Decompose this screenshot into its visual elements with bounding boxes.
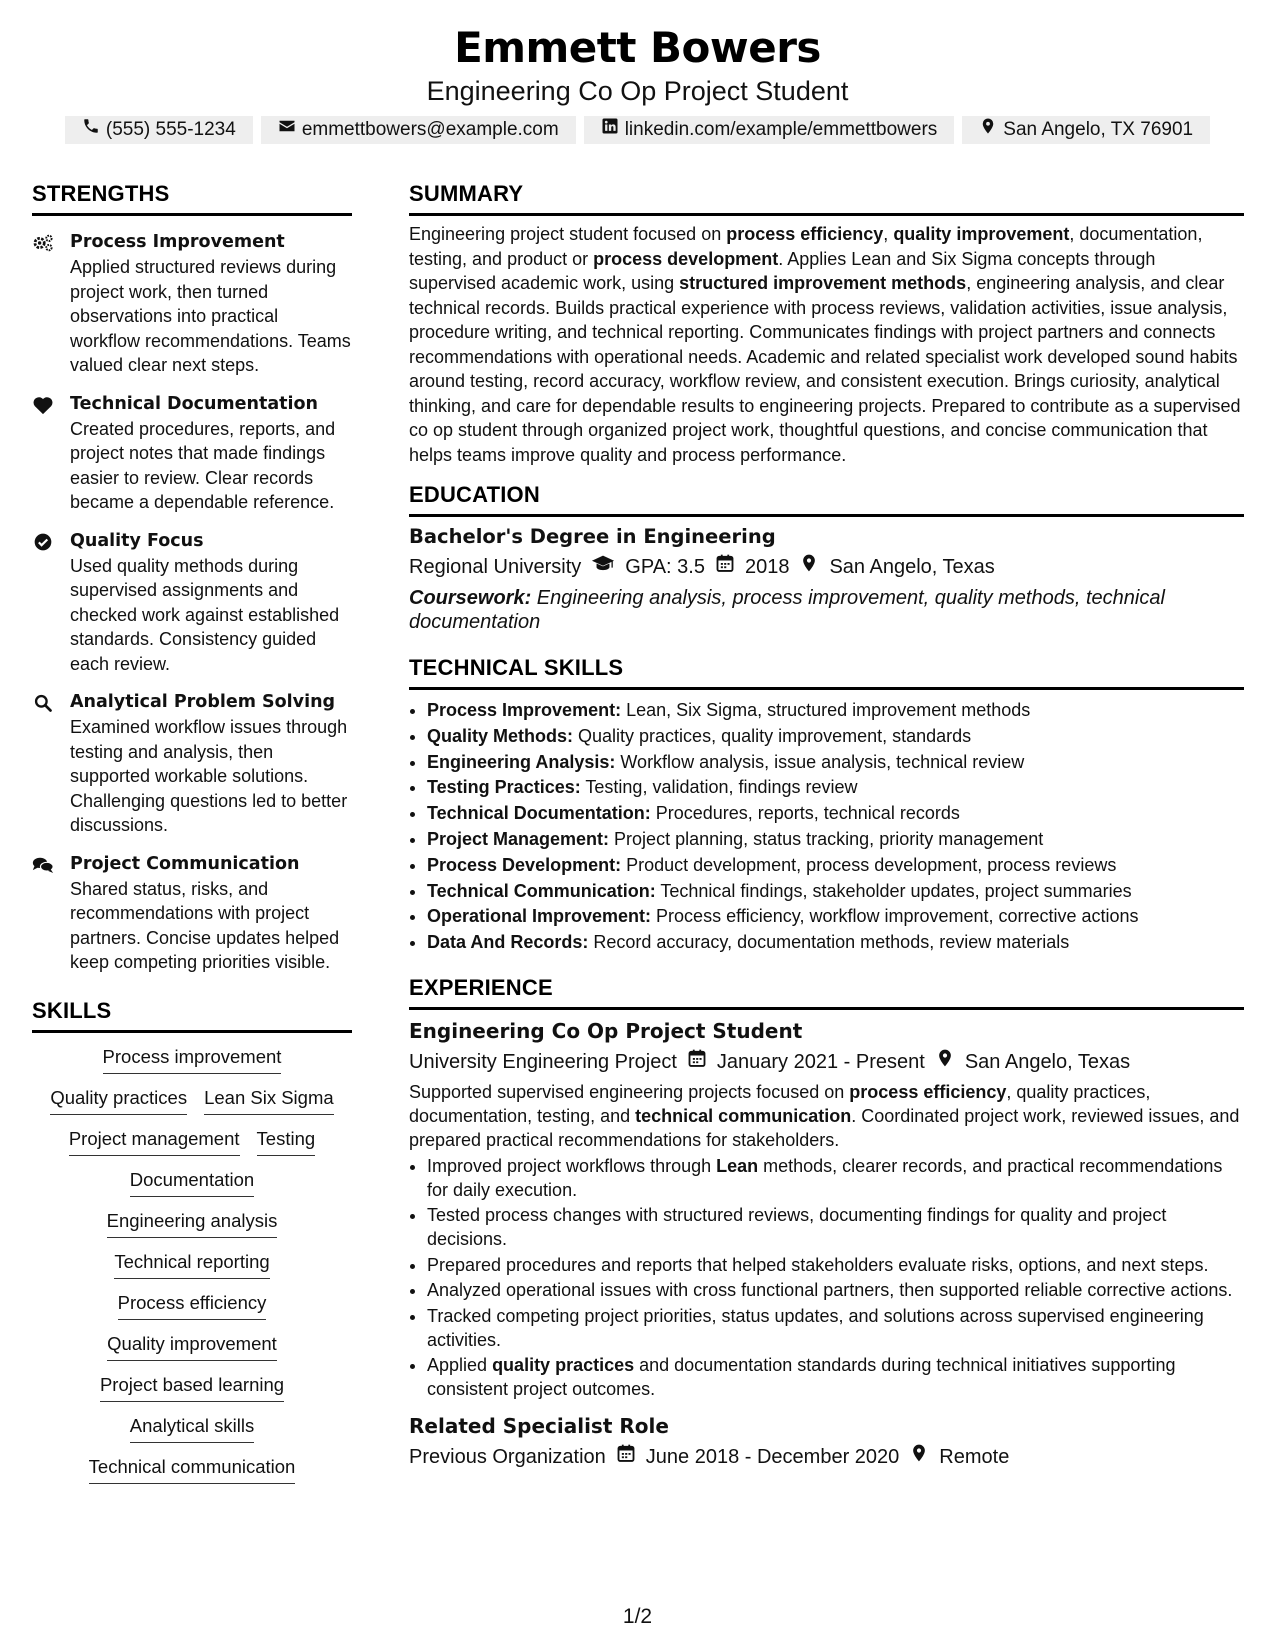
coursework [409, 586, 1244, 634]
skill-label: Technical Communication: [427, 880, 656, 901]
skills-list [32, 1044, 352, 1484]
skill-row [32, 1413, 352, 1443]
skill-row [32, 1290, 352, 1320]
gpa: GPA: 3.5 [625, 556, 705, 578]
list-item [427, 698, 1244, 724]
list-item [427, 1253, 1244, 1277]
bullet-keyword: Lean [716, 1155, 759, 1176]
skill-label: Quality Methods: [427, 725, 574, 746]
skill-tag: Quality improvement [107, 1331, 277, 1361]
summary-keyword: process development [593, 248, 779, 269]
summary-segment: , [883, 224, 894, 244]
map-pin-icon [935, 1048, 955, 1076]
skill-value: Procedures, reports, technical records [650, 803, 960, 824]
list-item [427, 775, 1244, 801]
skill-tag: Analytical skills [130, 1413, 254, 1443]
skill-tag: Lean Six Sigma [204, 1085, 334, 1115]
bullet-segment: Analyzed operational issues with cross functional partners, then supported reliable corrective actions. [427, 1280, 1233, 1301]
strengths-heading: STRENGTHS [32, 181, 170, 206]
skill-value: Lean, Six Sigma, structured improvement methods [621, 700, 1031, 720]
envelope-icon [278, 116, 296, 144]
contact-bar [0, 116, 1275, 144]
strength-desc: Used quality methods during supervised assignments and checked work against established standards. Consistency guided each review. [70, 555, 340, 674]
bullet-segment: Prepared procedures and reports that helped stakeholders evaluate risks, options, and next steps. [427, 1254, 1209, 1275]
strength-title: Process Improvement [70, 232, 285, 252]
skill-tag: Project based learning [100, 1372, 284, 1402]
email-text: emmettbowers@example.com [301, 119, 559, 140]
desc-segment: Supported supervised engineering projects focused on [409, 1081, 850, 1102]
calendar-icon [616, 1443, 636, 1471]
skill-tag: Quality practices [50, 1085, 187, 1115]
list-item [427, 827, 1244, 853]
experience-heading: EXPERIENCE [409, 974, 553, 1000]
contact-linkedin[interactable] [584, 116, 955, 144]
desc-segment: . Coordinated project work, reviewed issues, and prepared practical recommendations for stakeholders. [409, 1105, 1240, 1150]
strength-item [32, 392, 352, 515]
skill-label: Process Development: [427, 854, 622, 875]
section-divider [409, 514, 1244, 517]
strength-item [32, 852, 352, 975]
coursework-label: Coursework: [409, 587, 532, 609]
bullet-segment: Applied [427, 1355, 493, 1376]
left-column [32, 180, 352, 1484]
skill-row [32, 1085, 352, 1115]
list-item [427, 904, 1244, 930]
map-pin-icon [799, 553, 819, 581]
education-meta [409, 553, 1244, 581]
job-dates: June 2018 - December 2020 [645, 1446, 900, 1469]
calendar-icon [715, 553, 735, 581]
candidate-title: Engineering Co Op Project Student [426, 76, 849, 106]
skill-tag: Process efficiency [118, 1290, 267, 1320]
list-item [427, 879, 1244, 905]
job-location: Remote [939, 1446, 1010, 1469]
location-text: San Angelo, TX 76901 [1003, 119, 1194, 140]
strength-item [32, 690, 352, 838]
calendar-icon [687, 1048, 707, 1076]
list-item [427, 853, 1244, 879]
skill-label: Data And Records: [427, 932, 589, 953]
skill-label: Testing Practices: [427, 777, 581, 798]
list-item [427, 801, 1244, 827]
summary-keyword: process efficiency [726, 224, 884, 244]
school-location: San Angelo, Texas [829, 556, 995, 578]
page-number: 1/2 [622, 1605, 653, 1628]
section-divider [409, 1007, 1244, 1010]
job-title: Related Specialist Role [409, 1414, 669, 1439]
desc-keyword: technical communication [635, 1105, 852, 1126]
skill-row [32, 1167, 352, 1197]
list-item [427, 1278, 1244, 1302]
skill-label: Engineering Analysis: [427, 751, 616, 772]
job-org: University Engineering Project [409, 1050, 677, 1073]
degree-title: Bachelor's Degree in Engineering [409, 525, 776, 548]
skill-value: Quality practices, quality improvement, standards [573, 725, 972, 746]
summary-segment: Engineering project student focused on [409, 224, 727, 244]
phone-icon [82, 116, 100, 144]
summary-heading: SUMMARY [409, 181, 524, 206]
skill-tag: Technical communication [89, 1454, 296, 1484]
strength-title: Quality Focus [70, 530, 204, 551]
strength-desc: Examined workflow issues through testing and analysis, then supported workable solutions. Challenging questions led to better discussions. [70, 717, 348, 835]
bullet-segment: Tested process changes with structured reviews, documenting findings for quality and project decisions. [427, 1205, 1167, 1250]
map-pin-icon [979, 116, 997, 144]
strength-desc: Shared status, risks, and recommendations with project partners. Concise updates helped keep competing priorities visible. [70, 878, 340, 972]
gears-icon [32, 233, 54, 258]
job-meta [409, 1443, 1244, 1471]
skill-row [32, 1208, 352, 1238]
strength-title: Analytical Problem Solving [70, 692, 336, 712]
bullet-keyword: quality practices [492, 1355, 635, 1376]
coursework-text: Engineering analysis, process improvement, quality methods, technical documentation [409, 587, 1165, 633]
list-item [427, 930, 1244, 956]
summary-text [409, 222, 1244, 467]
desc-keyword: process efficiency [849, 1081, 1007, 1102]
strength-desc: Created procedures, reports, and project notes that made findings easier to review. Clear records became a dependable reference. [70, 418, 336, 512]
list-item [427, 1203, 1244, 1251]
contact-email[interactable] [261, 116, 576, 144]
contact-location [962, 116, 1210, 144]
skill-label: Project Management: [427, 828, 610, 849]
job-org: Previous Organization [409, 1446, 606, 1469]
summary-segment: , documentation, testing, and product or [409, 224, 1203, 269]
skills-heading: SKILLS [32, 997, 112, 1023]
summary-segment: . Applies Lean and Six Sigma concepts through supervised academic work, using [409, 248, 1156, 293]
bullet-segment: and documentation standards during technical initiatives supporting consistent project outcomes. [427, 1355, 1176, 1400]
strength-desc: Applied structured reviews during project work, then turned observations into practical workflow recommendations. Teams valued clear next steps. [70, 257, 351, 375]
summary-keyword: quality improvement [893, 224, 1070, 244]
skill-label: Operational Improvement: [427, 906, 652, 927]
strength-title: Technical Documentation [70, 393, 319, 414]
job-location: San Angelo, Texas [964, 1050, 1131, 1073]
skill-label: Technical Documentation: [427, 803, 651, 824]
section-divider [32, 213, 352, 216]
skill-value: Technical findings, stakeholder updates, project summaries [655, 880, 1132, 901]
skill-row [32, 1249, 352, 1279]
skill-value: Testing, validation, findings review [580, 777, 858, 798]
strength-item [32, 529, 352, 677]
bullet-segment: Tracked competing project priorities, status updates, and solutions across supervised engineering activities. [427, 1305, 1204, 1350]
linkedin-text: linkedin.com/example/emmettbowers [624, 119, 938, 140]
skill-row [32, 1454, 352, 1484]
skill-tag: Engineering analysis [107, 1208, 278, 1238]
skill-value: Project planning, status tracking, priority management [609, 828, 1044, 849]
job-description [409, 1080, 1244, 1152]
desc-segment: , quality practices, documentation, testing, and [409, 1081, 1151, 1126]
list-item [427, 1154, 1244, 1202]
education-heading: EDUCATION [409, 482, 540, 507]
skill-tag: Project management [69, 1126, 240, 1156]
search-icon [32, 693, 54, 718]
comments-icon [32, 855, 54, 880]
section-divider [32, 1030, 352, 1033]
skill-row [32, 1126, 352, 1156]
technical-skills-list [409, 698, 1244, 956]
resume-header [0, 22, 1275, 144]
strength-title: Project Communication [70, 853, 300, 874]
school-name: Regional University [409, 556, 582, 578]
heart-icon [32, 395, 54, 420]
section-divider [409, 213, 1244, 216]
strength-item [32, 230, 352, 378]
summary-segment: , engineering analysis, and clear technical records. Builds practical experience with process reviews, validation activities, issue analysis, procedure writing, and technical reporting. Communicates findings with project partners and connects recommendations with operational needs. Academic and related specialist work developed sound habits around testing, record accuracy, workflow review, and consistent execution. Brings curiosity, analytical thinking, and care for dependable results to engineering projects. Prepared to contribute as a supervised co op student through organized project work, thoughtful questions, and concise communication that helps teams improve quality and process performance. [409, 273, 1241, 465]
skill-tag: Testing [257, 1126, 316, 1156]
section-divider [409, 687, 1244, 690]
list-item [427, 1304, 1244, 1352]
list-item [427, 1353, 1244, 1401]
list-item [427, 750, 1244, 776]
right-column [409, 180, 1244, 1471]
graduation-year: 2018 [744, 556, 790, 578]
job-meta [409, 1048, 1244, 1076]
skill-value: Record accuracy, documentation methods, review materials [588, 932, 1070, 953]
job-bullets [409, 1154, 1244, 1402]
skill-row [32, 1044, 352, 1074]
phone-text: (555) 555-1234 [105, 119, 236, 140]
contact-phone[interactable] [65, 116, 253, 144]
job-title: Engineering Co Op Project Student [409, 1018, 803, 1043]
skill-row [32, 1331, 352, 1361]
technical-skills-heading: TECHNICAL SKILLS [409, 655, 624, 680]
graduation-cap-icon [591, 553, 615, 581]
skill-tag: Technical reporting [114, 1249, 269, 1279]
bullet-segment: methods, clearer records, and practical recommendations for daily execution. [427, 1155, 1223, 1200]
skill-value: Workflow analysis, issue analysis, technical review [615, 751, 1025, 772]
skill-label: Process Improvement: [427, 700, 622, 720]
list-item [427, 724, 1244, 750]
skill-value: Product development, process development, process reviews [621, 854, 1117, 875]
candidate-name: Emmett Bowers [454, 23, 821, 72]
summary-keyword: structured improvement methods [679, 273, 967, 293]
skill-value: Process efficiency, workflow improvement, corrective actions [651, 906, 1139, 927]
skill-tag: Process improvement [103, 1044, 282, 1074]
bullet-segment: Improved project workflows through [427, 1155, 717, 1176]
map-pin-icon [909, 1443, 929, 1471]
check-circle-icon [32, 532, 54, 557]
skill-tag: Documentation [130, 1167, 254, 1197]
skill-row [32, 1372, 352, 1402]
job-dates: January 2021 - Present [716, 1050, 925, 1073]
linkedin-icon [601, 116, 619, 144]
